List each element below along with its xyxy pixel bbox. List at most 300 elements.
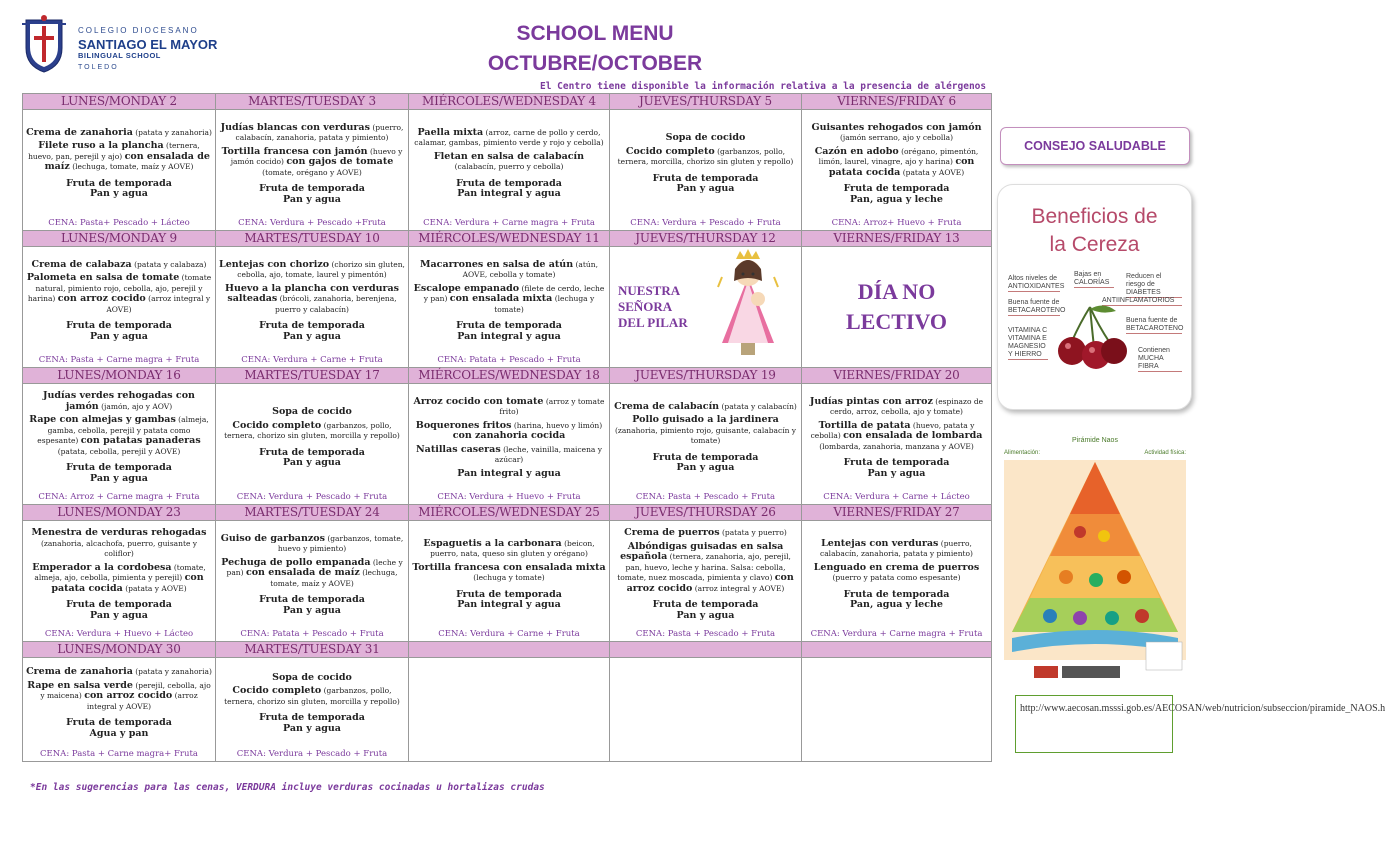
- pyramid-left-label: Alimentación:: [1004, 450, 1041, 456]
- dish: [805, 421, 988, 453]
- dish-name: Cocido completo: [232, 419, 322, 431]
- page-title: SCHOOL MENU: [516, 22, 674, 45]
- dish-ingredients: (huevo y jamón cocido): [230, 146, 403, 166]
- dinner-suggestion: CENA: Verdura + Huevo + Lácteo: [44, 628, 194, 639]
- dish-name: con patatas panaderas: [80, 435, 201, 447]
- dish-ingredients: (brócoli, zanahoria, berenjena, puerro y calabacín): [275, 294, 397, 314]
- dish-list: [216, 658, 408, 749]
- day-cell: [23, 110, 216, 231]
- bread-line: Pan y agua: [283, 457, 341, 468]
- fruit-line: Fruta de temporada: [259, 446, 365, 458]
- dinner-suggestion: CENA: Pasta + Carne magra + Fruta: [38, 354, 200, 365]
- dish-ingredients: (jamón serrano, ajo y cebolla): [839, 133, 954, 142]
- no-school-line: LECTIVO: [845, 309, 948, 334]
- dish-ingredients: (tomate, almeja, ajo, cebolla, pimienta y perejil): [34, 562, 206, 583]
- dish: [412, 563, 606, 584]
- dish-ingredients: (lechuga y tomate): [473, 573, 545, 583]
- dish-name: Paella mixta: [417, 126, 484, 138]
- dish-list: [610, 384, 801, 492]
- dish-name: Cocido completo: [232, 685, 322, 696]
- naos-url[interactable]: http://www.aecosan.msssi.gob.es/AECOSAN/web/nutricion/subseccion/piramide_NAOS.h: [1015, 695, 1173, 753]
- dish-list: [23, 384, 215, 492]
- dish-name: Rape con almejas y gambas: [29, 414, 176, 426]
- no-school-day: [802, 247, 991, 367]
- dish-ingredients: (garbanzos, pollo, ternera, chorizo sin gluten, morcilla y repollo): [224, 686, 400, 706]
- day-cell: [610, 384, 802, 505]
- cherry-tag: Buena fuente de BETACAROTENO: [1008, 299, 1066, 314]
- dish-name: Filete ruso a la plancha: [38, 140, 164, 152]
- dish: [805, 563, 988, 584]
- holiday-line: SEÑORA: [618, 299, 673, 314]
- holiday-pilar: [610, 247, 801, 367]
- fruit-line: Fruta de temporada: [843, 588, 950, 600]
- dish-ingredients: (espinazo de cerdo, arroz, cebolla, ajo y tomate): [830, 396, 984, 416]
- day-cell: [802, 521, 992, 642]
- dish-list: [610, 521, 801, 629]
- dish-name: con arroz cocido: [626, 572, 794, 594]
- day-menu: [409, 521, 609, 641]
- dish-name: Sopa de cocido: [272, 406, 352, 417]
- bread-line: Pan y agua: [283, 722, 341, 734]
- allergen-note: El Centro tiene disponible la información relativa a la presencia de alérgenos: [540, 81, 987, 92]
- day-header: MIÉRCOLES/WEDNESDAY 11: [409, 231, 610, 247]
- day-cell: [23, 658, 216, 762]
- dish-ingredients: (ternera, huevo, pan, perejil y ajo): [28, 141, 200, 161]
- dish-ingredients: (zanahoria, pimiento rojo, guisante, calabacín y tomate): [614, 425, 797, 446]
- dinner-suggestion: CENA: Verdura + Pescado +Fruta: [238, 217, 386, 228]
- dish-name: Escalope empanado: [413, 282, 520, 294]
- dish-ingredients: (calabacín, puerro y cebolla): [454, 162, 564, 172]
- dish: [219, 407, 405, 418]
- dish-ingredients: (zanahoria, alcachofa, puerro, guisante y coliflor): [40, 538, 198, 559]
- holiday-line: DEL PILAR: [618, 315, 688, 330]
- day-header: MIÉRCOLES/WEDNESDAY 18: [409, 368, 610, 384]
- dish: [412, 284, 606, 316]
- header-row: [23, 94, 992, 110]
- day-header: MARTES/TUESDAY 3: [216, 94, 409, 110]
- day-cell: [216, 521, 409, 642]
- dish: [26, 667, 212, 678]
- dish: [805, 539, 988, 560]
- day-header: LUNES/MONDAY 30: [23, 642, 216, 658]
- day-cell: [610, 658, 802, 762]
- day-menu: [409, 384, 609, 504]
- dish-name: con arroz cocido: [84, 690, 173, 702]
- bread-line: Pan y agua: [283, 193, 341, 205]
- dish-ingredients: (lechuga y tomate): [494, 294, 595, 314]
- dish-list: [409, 110, 609, 218]
- pyramid-illustration: [1000, 432, 1190, 684]
- dish: [613, 133, 798, 144]
- dinner-suggestion: CENA: Verdura + Carne magra + Fruta: [810, 628, 983, 639]
- cherry-tag: Contienen MUCHA FIBRA: [1138, 347, 1182, 372]
- day-header: MIÉRCOLES/WEDNESDAY 4: [409, 94, 610, 110]
- cherry-title-line-2: la Cereza: [1049, 233, 1140, 256]
- menu-row: [23, 110, 992, 231]
- dish: [26, 260, 212, 271]
- bread-line: Pan y agua: [90, 609, 148, 621]
- menu-row: [23, 521, 992, 642]
- page-subtitle: OCTUBRE/OCTOBER: [487, 52, 703, 75]
- dish-ingredients: (atún, AOVE, cebolla y tomate): [462, 259, 598, 279]
- bread-line: Pan integral y agua: [457, 467, 561, 479]
- dish-list: [216, 384, 408, 492]
- dinner-suggestion: CENA: Patata + Pescado + Fruta: [437, 354, 581, 365]
- dish: [412, 152, 606, 173]
- dish-ingredients: (harina, huevo y limón): [511, 420, 603, 430]
- day-menu: [216, 384, 408, 504]
- dish-name: Huevo a la plancha con verduras salteadas: [224, 282, 400, 304]
- fruit-line: Fruta de temporada: [66, 320, 172, 331]
- dish-ingredients: (patata y AOVE): [122, 583, 187, 593]
- day-cell: [409, 658, 610, 762]
- holiday-text: [610, 247, 708, 367]
- bread-line: Pan y agua: [283, 604, 341, 616]
- consejo-saludable-box: CONSEJO SALUDABLE: [1000, 127, 1190, 165]
- dish-ingredients: (puerro y patata como espesante): [832, 573, 961, 583]
- dish: [219, 284, 405, 316]
- cherry-tag: Buena fuente de BETACAROTENO: [1126, 317, 1184, 332]
- day-cell: [409, 521, 610, 642]
- dinner-suggestion: CENA: Verdura + Pescado + Fruta: [630, 217, 781, 228]
- school-line-1: COLEGIO DIOCESANO: [78, 26, 199, 35]
- fruit-line: Fruta de temporada: [259, 712, 365, 723]
- fruit-line: Fruta de temporada: [456, 320, 562, 331]
- fruit-line: Fruta de temporada: [259, 594, 365, 605]
- day-header: LUNES/MONDAY 2: [23, 94, 216, 110]
- cherry-title: [998, 203, 1191, 259]
- dish-ingredients: (arroz integral y AOVE): [692, 583, 785, 593]
- fruit-line: Fruta de temporada: [843, 457, 950, 468]
- dish: [613, 528, 798, 539]
- dish-ingredients: (arroz integral y AOVE): [86, 691, 198, 711]
- dish-list: [409, 247, 609, 355]
- dish-name: Cazón en adobo: [814, 145, 899, 157]
- dish-ingredients: (beicon, puerro, nata, queso sin gluten y orégano): [430, 538, 595, 559]
- day-header: [610, 642, 802, 658]
- dinner-suggestion: CENA: Pasta + Pescado + Fruta: [635, 491, 776, 502]
- dinner-suggestion: CENA: Patata + Pescado + Fruta: [240, 628, 384, 639]
- dish: [219, 123, 405, 144]
- cherry-tag: ANTIINFLAMATORIOS: [1102, 297, 1182, 306]
- cherry-title-line-1: Beneficios de: [1031, 205, 1158, 228]
- dish-name: Sopa de cocido: [665, 132, 746, 143]
- day-cell: [802, 247, 992, 368]
- dish: [412, 445, 606, 466]
- dish-ingredients: (patata y AOVE): [900, 167, 965, 177]
- dish-name: Lentejas con verduras: [821, 537, 939, 549]
- dinner-suggestion: CENA: Arroz + Carne magra + Fruta: [38, 491, 200, 502]
- menu-table: [22, 93, 992, 762]
- dish-ingredients: (ternera, zanahoria, ajo, perejil, pan, huevo, leche y harina. Salsa: cebolla, tomate, nuez moscada, pimienta y clavo): [617, 552, 791, 583]
- day-header: LUNES/MONDAY 23: [23, 505, 216, 521]
- dinner-suggestion: CENA: Verdura + Carne magra + Fruta: [423, 217, 595, 228]
- dish-ingredients: (garbanzos, tomate, huevo y pimiento): [277, 533, 404, 553]
- header-row: [23, 642, 992, 658]
- dish-name: Fletan en salsa de calabacín: [433, 150, 585, 162]
- bread-line: Pan integral y agua: [457, 330, 561, 342]
- dish-name: Cocido completo: [625, 145, 715, 157]
- dish-name: Crema de zanahoria: [26, 666, 133, 678]
- dish-name: Pollo guisado a la jardinera: [632, 414, 779, 426]
- day-header: VIERNES/FRIDAY 13: [802, 231, 992, 247]
- header-row: [23, 505, 992, 521]
- header-row: [23, 368, 992, 384]
- dish: [613, 147, 798, 168]
- dish: [412, 421, 606, 442]
- dish: [219, 260, 405, 281]
- day-header: JUEVES/THURSDAY 5: [610, 94, 802, 110]
- day-cell: [216, 384, 409, 505]
- fruit-line: Fruta de temporada: [66, 599, 172, 611]
- dish: [412, 397, 606, 418]
- dish-ingredients: (puerro, calabacín, zanahoria, patata y pimiento): [235, 122, 404, 142]
- school-city: TOLEDO: [78, 64, 119, 71]
- dish: [219, 673, 405, 684]
- day-cell: [23, 384, 216, 505]
- day-header: VIERNES/FRIDAY 27: [802, 505, 992, 521]
- bread-line: Pan y agua: [676, 462, 735, 474]
- dish-name: Crema de zanahoria: [26, 126, 133, 138]
- day-menu: [610, 384, 801, 504]
- holiday-line: NUESTRA: [618, 283, 681, 298]
- day-header: JUEVES/THURSDAY 26: [610, 505, 802, 521]
- dinner-suggestion: CENA: Arroz+ Huevo + Fruta: [831, 217, 962, 228]
- day-cell: [610, 521, 802, 642]
- dish: [412, 539, 606, 560]
- dish: [412, 128, 606, 149]
- dish-ingredients: (perejil, cebolla, ajo y maicena): [40, 680, 211, 701]
- dish: [613, 415, 798, 447]
- footnote: *En las sugerencias para las cenas, VERDURA incluye verduras cocinadas u hortalizas crudas: [30, 782, 545, 793]
- day-cell: [409, 384, 610, 505]
- dinner-suggestion: CENA: Pasta + Carne magra+ Fruta: [40, 748, 198, 759]
- dish-name: Tortilla de patata: [818, 419, 911, 431]
- day-header: JUEVES/THURSDAY 12: [610, 231, 802, 247]
- dish: [219, 558, 405, 590]
- dish: [219, 686, 405, 707]
- dish-name: Macarrones en salsa de atún: [420, 258, 574, 270]
- day-menu: [802, 384, 991, 504]
- dish-list: [216, 521, 408, 629]
- dish-list: [409, 384, 609, 492]
- dinner-suggestion: CENA: Verdura + Carne + Fruta: [438, 628, 580, 639]
- fruit-line: Fruta de temporada: [652, 599, 759, 611]
- dish-ingredients: (patata, cebolla, perejil y AOVE): [57, 446, 181, 456]
- fruit-line: Fruta de temporada: [456, 177, 562, 189]
- day-cell: [216, 658, 409, 762]
- dish: [26, 391, 212, 412]
- bread-line: Pan y agua: [676, 609, 735, 621]
- dish-name: Judías verdes rehogadas con jamón: [43, 390, 195, 412]
- dish: [219, 534, 405, 555]
- dish-ingredients: (lombarda, zanahoria, manzana y AOVE): [819, 441, 974, 451]
- dish: [219, 421, 405, 442]
- cherry-tag: Altos niveles de ANTIOXIDANTES: [1008, 275, 1065, 290]
- dish: [26, 141, 212, 173]
- dish-name: con patata cocida: [51, 572, 204, 594]
- dish-name: con patata cocida: [828, 156, 975, 178]
- dish-ingredients: (arroz integral y AOVE): [106, 294, 211, 314]
- day-menu: [23, 247, 215, 367]
- dish: [26, 128, 212, 139]
- day-menu: [802, 110, 991, 230]
- dish-name: con ensalada mixta: [449, 293, 553, 304]
- dish-list: [23, 521, 215, 629]
- dish-ingredients: (arroz y tomate frito): [499, 396, 605, 416]
- dish-ingredients: (lechuga, tomate, maíz y AOVE): [270, 568, 398, 588]
- dish: [412, 260, 606, 281]
- dish-list: [216, 110, 408, 218]
- dish-name: Crema de calabacín: [614, 400, 720, 412]
- day-header: [802, 642, 992, 658]
- menu-row: [23, 658, 992, 762]
- dish-name: Sopa de cocido: [272, 671, 352, 683]
- fruit-line: Fruta de temporada: [66, 717, 172, 729]
- dish-name: con arroz cocido: [57, 293, 146, 304]
- bread-line: Pan integral y agua: [457, 599, 561, 611]
- dish-name: con ensalada de maíz: [245, 567, 360, 578]
- dinner-suggestion: CENA: Verdura + Pescado + Fruta: [236, 491, 388, 502]
- dish-list: [23, 658, 215, 749]
- day-menu: [216, 658, 408, 761]
- dish: [613, 542, 798, 595]
- bread-line: Agua y pan: [89, 727, 149, 739]
- day-menu: [23, 110, 215, 230]
- dish-name: Albóndigas guisadas en salsa española: [620, 540, 784, 563]
- dish: [805, 123, 988, 144]
- day-header: MIÉRCOLES/WEDNESDAY 25: [409, 505, 610, 521]
- dish-name: Lenguado en crema de puerros: [813, 561, 980, 573]
- dinner-suggestion: CENA: Verdura + Carne + Fruta: [241, 354, 383, 365]
- dish: [26, 273, 212, 315]
- day-menu: [409, 247, 609, 367]
- dinner-suggestion: CENA: Verdura + Huevo + Fruta: [437, 491, 581, 502]
- day-header: VIERNES/FRIDAY 20: [802, 368, 992, 384]
- dish: [805, 147, 988, 179]
- no-school-line: DÍA NO: [857, 279, 936, 304]
- dish-name: con zanahoria cocida: [452, 430, 566, 441]
- day-cell: [23, 521, 216, 642]
- virgin-pilar-icon: [708, 247, 788, 357]
- day-header: [409, 642, 610, 658]
- bread-line: Pan y agua: [283, 330, 341, 342]
- dish-name: Menestra de verduras rehogadas: [31, 527, 207, 539]
- bread-line: Pan y agua: [90, 472, 148, 484]
- dish-ingredients: (leche y pan): [226, 557, 403, 577]
- dish-ingredients: (orégano, pimentón, limón, laurel, vinagre, ajo y harina): [818, 146, 979, 166]
- dish-list: [23, 247, 215, 355]
- dish-list: [802, 384, 991, 492]
- cherry-tag: VITAMINA C VITAMINA E MAGNESIO Y HIERRO: [1008, 327, 1048, 358]
- day-cell: [216, 247, 409, 368]
- day-menu: [23, 658, 215, 761]
- dish-ingredients: (lechuga, tomate, maíz y AOVE): [69, 162, 194, 172]
- dish-ingredients: (garbanzos, pollo, ternera, morcilla, chorizo sin gluten y repollo): [617, 146, 794, 166]
- menu-row: [23, 247, 992, 368]
- cherries-icon: [1050, 303, 1140, 373]
- dish-ingredients: (chorizo sin gluten, cebolla, ajo, tomate, laurel y pimentón): [237, 259, 405, 279]
- dish-list: [610, 110, 801, 218]
- dish-list: [802, 110, 991, 218]
- day-header: MARTES/TUESDAY 24: [216, 505, 409, 521]
- dish-name: Tortilla francesa con ensalada mixta: [412, 561, 606, 573]
- dish-name: Emperador a la cordobesa: [32, 561, 172, 573]
- dish-ingredients: (arroz, carne de pollo y cerdo, calamar, gambas, pimiento verde y rojo y cebolla): [414, 127, 604, 148]
- dish: [613, 402, 798, 413]
- dinner-suggestion: CENA: Pasta + Pescado + Fruta: [635, 628, 776, 639]
- fruit-line: Fruta de temporada: [652, 172, 759, 184]
- dish: [26, 681, 212, 713]
- fruit-line: Fruta de temporada: [66, 177, 172, 189]
- day-cell: [23, 247, 216, 368]
- dish-name: Palometa en salsa de tomate: [26, 272, 180, 283]
- day-cell: [610, 110, 802, 231]
- dish-ingredients: (tomate, orégano y AOVE): [262, 167, 362, 177]
- header-row: [23, 231, 992, 247]
- school-logo: [22, 14, 222, 76]
- day-menu: [409, 110, 609, 230]
- dish-ingredients: (patata y puerro): [719, 528, 787, 538]
- dish-name: con gajos de tomate: [286, 156, 394, 167]
- dish-name: Guisantes rehogados con jamón: [811, 121, 982, 133]
- school-line-3: BILINGUAL SCHOOL: [78, 51, 161, 60]
- day-header: LUNES/MONDAY 16: [23, 368, 216, 384]
- dish-ingredients: (patata y calabacín): [719, 401, 797, 411]
- fruit-line: Fruta de temporada: [66, 462, 172, 474]
- dish-ingredients: (garbanzos, pollo, ternera, chorizo sin gluten, morcilla y repollo): [224, 420, 400, 440]
- dish-ingredients: (almeja, gamba, cebolla, perejil y patata como espesante): [37, 415, 209, 446]
- dish-list: [216, 247, 408, 355]
- dish: [26, 528, 212, 560]
- dish: [26, 415, 212, 457]
- dish-name: Arroz cocido con tomate: [413, 395, 544, 407]
- fruit-line: Fruta de temporada: [652, 451, 759, 463]
- day-cell: [409, 110, 610, 231]
- naos-pyramid: [1000, 432, 1190, 684]
- day-menu: [23, 384, 215, 504]
- dish-name: Boquerones fritos: [415, 419, 512, 431]
- day-header: MARTES/TUESDAY 10: [216, 231, 409, 247]
- dish-ingredients: (jamón, ajo y AOV): [98, 401, 173, 411]
- dish-list: [802, 521, 991, 629]
- dish-name: Pechuga de pollo empanada: [221, 556, 371, 568]
- dish-ingredients: (puerro, calabacín, zanahoria, patata y pimiento): [820, 538, 973, 559]
- day-cell: [216, 110, 409, 231]
- fruit-line: Fruta de temporada: [259, 320, 365, 331]
- day-menu: [610, 521, 801, 641]
- day-header: LUNES/MONDAY 9: [23, 231, 216, 247]
- dish-ingredients: (huevo, patata y cebolla): [810, 420, 975, 440]
- bread-line: Pan y agua: [90, 188, 148, 200]
- dish-name: Natillas caseras: [415, 443, 501, 455]
- pyramid-title: Pirámide Naos: [1072, 437, 1118, 444]
- dinner-suggestion: CENA: Pasta+ Pescado + Lácteo: [48, 217, 190, 228]
- dish-name: Espaguetis a la carbonara: [423, 537, 562, 549]
- dish-ingredients: (patata y calabaza): [131, 259, 207, 269]
- dish-name: Crema de puerros: [624, 527, 720, 539]
- dish-name: con ensalada de lombarda: [843, 430, 983, 441]
- day-cell: [802, 658, 992, 762]
- day-header: MARTES/TUESDAY 31: [216, 642, 409, 658]
- school-crest-icon: [22, 14, 66, 74]
- bread-line: Pan y agua: [90, 330, 148, 342]
- day-menu: [610, 110, 801, 230]
- dish-name: Judías blancas con verduras: [220, 121, 370, 133]
- dish: [805, 397, 988, 418]
- dish-ingredients: (filete de cerdo, leche y pan): [423, 283, 605, 303]
- dish-name: Lentejas con chorizo: [219, 258, 330, 270]
